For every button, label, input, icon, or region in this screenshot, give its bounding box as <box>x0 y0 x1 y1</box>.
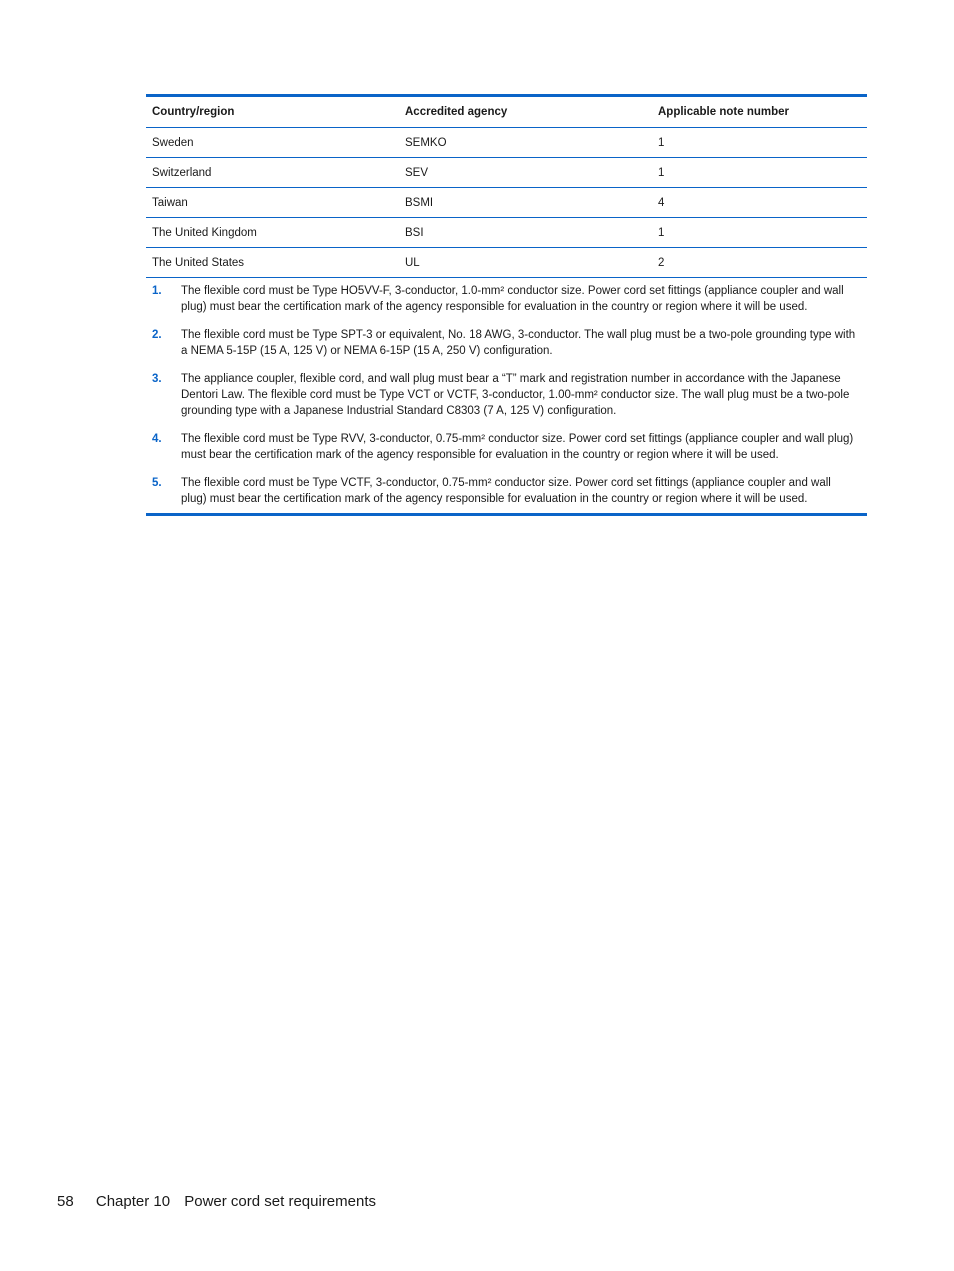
country-agency-table <box>146 97 867 278</box>
header-accredited-agency: Accredited agency <box>399 97 652 128</box>
cell-note-number: 2 <box>652 248 867 278</box>
cell-note-number: 4 <box>652 188 867 218</box>
table-row <box>146 218 867 248</box>
cell-agency: SEMKO <box>399 128 652 158</box>
note-number: 2. <box>152 329 162 341</box>
note-number: 4. <box>152 433 162 445</box>
table-row <box>146 188 867 218</box>
note-item <box>146 327 867 359</box>
note-text: The flexible cord must be Type RVV, 3-conductor, 0.75-mm² conductor size. Power cord set fittings (appliance coupler and wall plug) must bear the certification mark of the agency responsible for evaluation in the country or region where it will be used. <box>181 433 854 461</box>
page-number: 58 <box>57 1193 74 1210</box>
header-applicable-note-number: Applicable note number <box>652 97 867 128</box>
table-row <box>146 158 867 188</box>
table-notes-list <box>146 278 867 513</box>
table-bottom-rule <box>146 513 867 516</box>
chapter-label: Chapter 10 <box>95 1193 171 1210</box>
cell-note-number: 1 <box>652 128 867 158</box>
note-number: 3. <box>152 373 162 385</box>
note-text: The flexible cord must be Type HO5VV-F, 3-conductor, 1.0-mm² conductor size. Power cord set fittings (appliance coupler and wall plug) must bear the certification mark of the agency responsible for evaluation in the country or region where it will be used. <box>181 285 844 313</box>
cell-country: Taiwan <box>146 188 399 218</box>
cell-note-number: 1 <box>652 218 867 248</box>
cell-country: The United States <box>146 248 399 278</box>
cell-country: Switzerland <box>146 158 399 188</box>
table-row <box>146 128 867 158</box>
power-cord-table-block <box>146 94 867 516</box>
note-text: The appliance coupler, flexible cord, and wall plug must bear a “T” mark and registration number in accordance with the Japanese Dentori Law. The flexible cord must be Type VCT or VCTF, 3-conductor, 1.00-mm² conductor size. The wall plug must be a two-pole grounding type with a Japanese Industrial Standard C8303 (7 A, 125 V) configuration. <box>181 373 850 417</box>
cell-country: Sweden <box>146 128 399 158</box>
note-item <box>146 283 867 315</box>
cell-agency: BSMI <box>399 188 652 218</box>
note-item <box>146 431 867 463</box>
note-item <box>146 371 867 419</box>
note-text: The flexible cord must be Type VCTF, 3-conductor, 0.75-mm² conductor size. Power cord set fittings (appliance coupler and wall plug) must bear the certification mark of the agency responsible for evaluation in the country or region where it will be used. <box>181 477 831 505</box>
cell-note-number: 1 <box>652 158 867 188</box>
cell-agency: SEV <box>399 158 652 188</box>
note-text: The flexible cord must be Type SPT-3 or equivalent, No. 18 AWG, 3-conductor. The wall plug must be a two-pole grounding type with a NEMA 5-15P (15 A, 125 V) or NEMA 6-15P (15 A, 250 V) configuration. <box>181 329 856 357</box>
note-number: 5. <box>152 477 162 489</box>
table-row <box>146 248 867 278</box>
table-header-row <box>146 97 867 128</box>
header-country-region: Country/region <box>146 97 399 128</box>
cell-country: The United Kingdom <box>146 218 399 248</box>
cell-agency: BSI <box>399 218 652 248</box>
note-number: 1. <box>152 285 162 297</box>
note-item <box>146 475 867 507</box>
chapter-title: Power cord set requirements <box>184 1193 376 1210</box>
page-footer <box>57 1193 376 1210</box>
cell-agency: UL <box>399 248 652 278</box>
